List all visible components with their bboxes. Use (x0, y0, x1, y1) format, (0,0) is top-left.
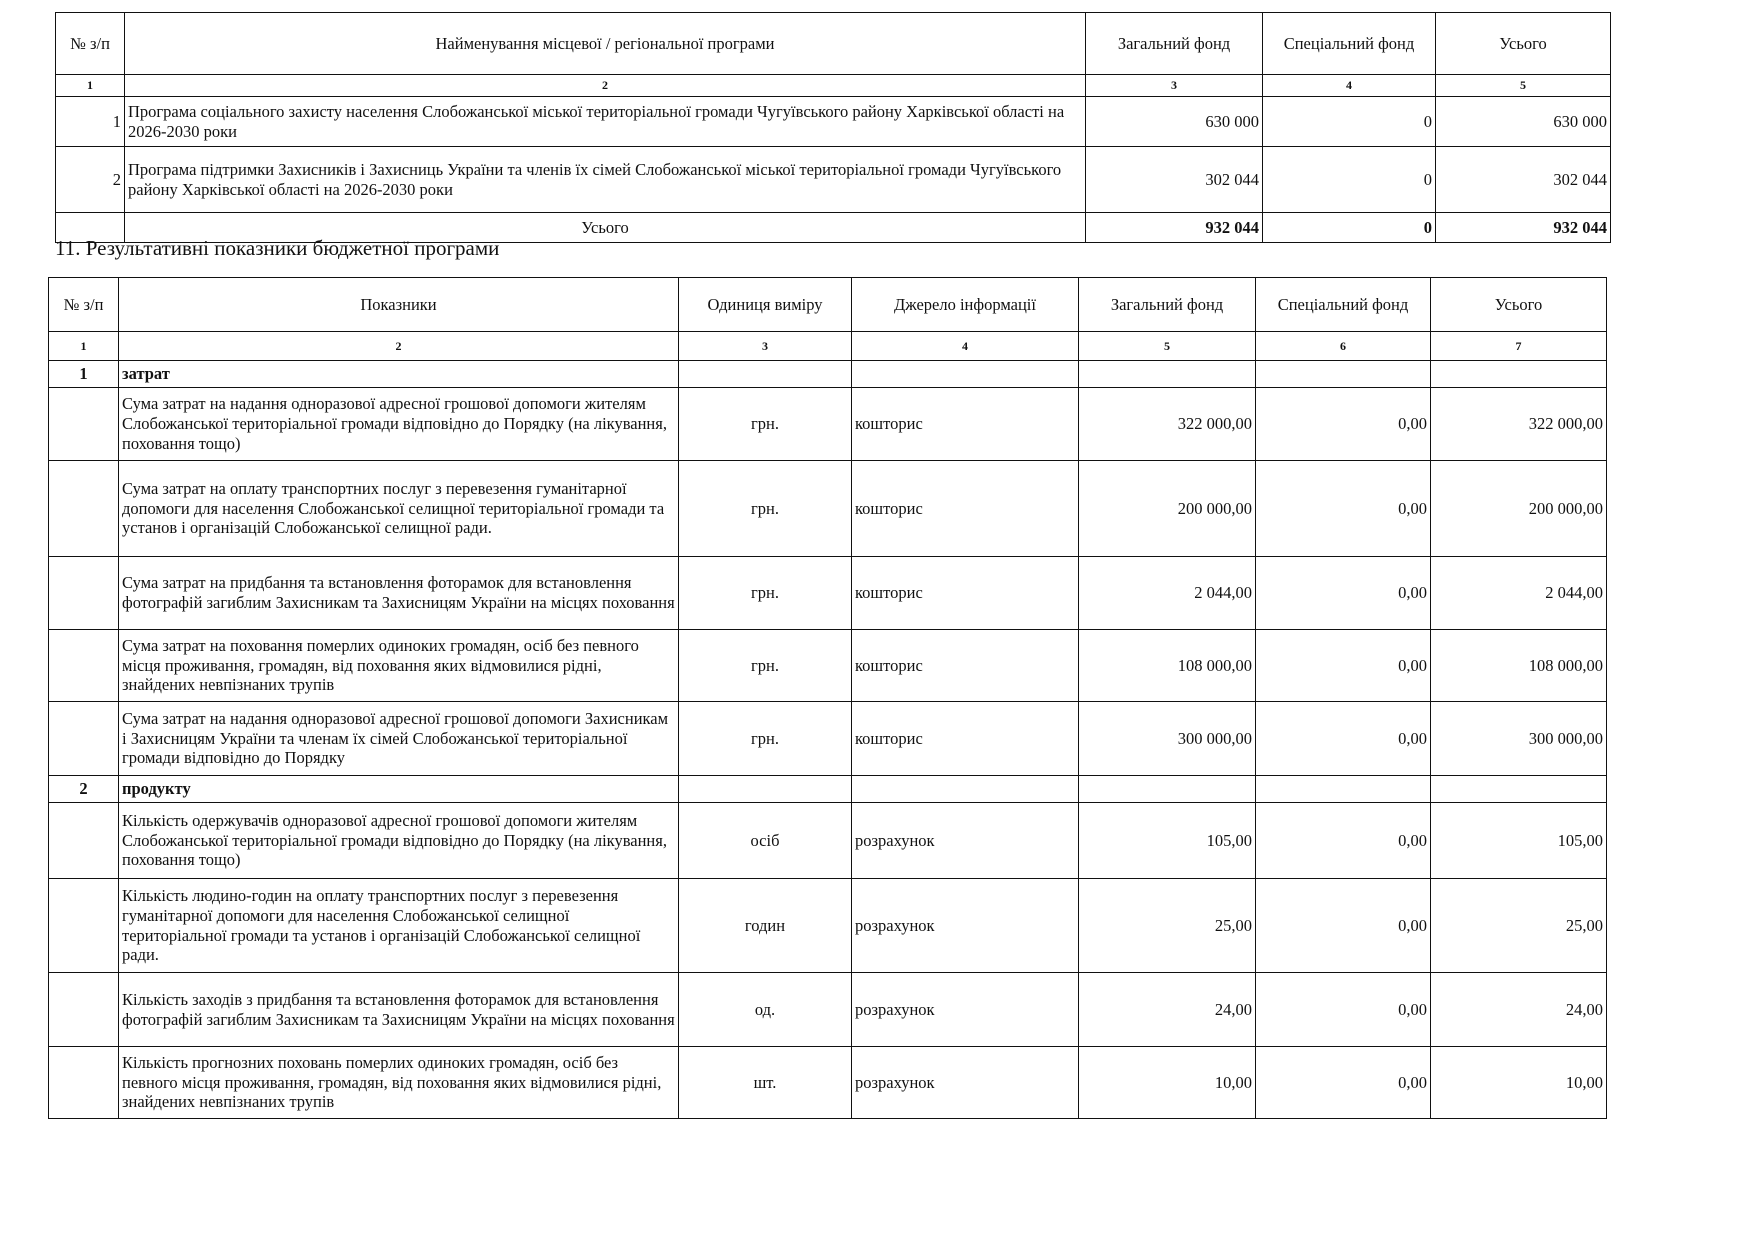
general-fund: 200 000,00 (1079, 461, 1256, 557)
special-fund: 0 (1263, 147, 1436, 213)
header-row (49, 278, 1607, 332)
table-row (49, 388, 1607, 461)
index-cell: 2 (125, 75, 1086, 97)
group-label: продукту (119, 776, 679, 803)
source: кошторис (852, 630, 1079, 702)
programs-table (55, 12, 1611, 243)
unit: грн. (679, 630, 852, 702)
indicator-name: Сума затрат на надання одноразової адресної грошової допомоги Захисникам і Захисницям України та членам їх сімей Слобожанської територіальної громади відповідно до Порядку (119, 702, 679, 776)
row-number: 1 (56, 97, 125, 147)
special-fund: 0,00 (1256, 702, 1431, 776)
special-fund: 0,00 (1256, 803, 1431, 879)
total: 105,00 (1431, 803, 1607, 879)
index-cell: 6 (1256, 332, 1431, 361)
empty-cell (1079, 776, 1256, 803)
indicator-name: Кількість людино-годин на оплату транспортних послуг з перевезення гуманітарної допомоги для населення Слобожанської селищної територіальної громади та установ і організацій Слобожанської селищної ради. (119, 879, 679, 973)
empty-cell (49, 388, 119, 461)
index-row (49, 332, 1607, 361)
indicator-name: Кількість прогнозних поховань померлих одиноких громадян, осіб без певного місця проживання, громадян, від поховання яких відмовилися рідні, знайдених невпізнаних трупів (119, 1047, 679, 1119)
unit: грн. (679, 461, 852, 557)
empty-cell (49, 803, 119, 879)
empty-cell (679, 361, 852, 388)
special-fund: 0 (1263, 97, 1436, 147)
empty-cell (49, 879, 119, 973)
general-fund: 25,00 (1079, 879, 1256, 973)
unit: грн. (679, 557, 852, 630)
empty-cell (1431, 776, 1607, 803)
empty-cell (852, 776, 1079, 803)
total: 108 000,00 (1431, 630, 1607, 702)
col-header: Усього (1431, 278, 1607, 332)
empty-cell (49, 461, 119, 557)
col-header: Показники (119, 278, 679, 332)
unit: од. (679, 973, 852, 1047)
col-header: Загальний фонд (1079, 278, 1256, 332)
table-row (49, 630, 1607, 702)
special-fund: 0,00 (1256, 630, 1431, 702)
col-header: Одиниця виміру (679, 278, 852, 332)
empty-cell (1256, 361, 1431, 388)
empty-cell (1079, 361, 1256, 388)
program-name: Програма соціального захисту населення Слобожанської міської територіальної громади Чугуївського району Харківської області на 2026-2030 роки (125, 97, 1086, 147)
group-number: 2 (49, 776, 119, 803)
general-fund: 302 044 (1086, 147, 1263, 213)
col-header: № з/п (56, 13, 125, 75)
source: кошторис (852, 461, 1079, 557)
col-header: Спеціальний фонд (1263, 13, 1436, 75)
indicator-name: Кількість заходів з придбання та встановлення фоторамок для встановлення фотографій загиблим Захисникам та Захисницям України на місцях поховання (119, 973, 679, 1047)
total: 2 044,00 (1431, 557, 1607, 630)
col-header: Найменування місцевої / регіональної програми (125, 13, 1086, 75)
total: 302 044 (1436, 147, 1611, 213)
index-cell: 4 (852, 332, 1079, 361)
empty-cell (852, 361, 1079, 388)
table-row (49, 1047, 1607, 1119)
total: 322 000,00 (1431, 388, 1607, 461)
special-fund: 0,00 (1256, 388, 1431, 461)
unit: грн. (679, 702, 852, 776)
unit: осіб (679, 803, 852, 879)
indicator-name: Сума затрат на придбання та встановлення фоторамок для встановлення фотографій загиблим Захисникам та Захисницям України на місцях поховання (119, 557, 679, 630)
indicator-name: Кількість одержувачів одноразової адресної грошової допомоги жителям Слобожанської територіальної громади відповідно до Порядку (на лікування, поховання тощо) (119, 803, 679, 879)
empty-cell (1431, 361, 1607, 388)
table-row (49, 461, 1607, 557)
col-header: Джерело інформації (852, 278, 1079, 332)
total-label: Усього (125, 213, 1086, 243)
empty-cell (49, 702, 119, 776)
group-row (49, 361, 1607, 388)
source: розрахунок (852, 803, 1079, 879)
total: 300 000,00 (1431, 702, 1607, 776)
index-cell: 7 (1431, 332, 1607, 361)
index-cell: 1 (56, 75, 125, 97)
special-fund: 0,00 (1256, 557, 1431, 630)
total: 10,00 (1431, 1047, 1607, 1119)
empty-cell (49, 630, 119, 702)
total: 24,00 (1431, 973, 1607, 1047)
empty-cell (49, 557, 119, 630)
table-row (49, 702, 1607, 776)
source: розрахунок (852, 973, 1079, 1047)
general-fund: 24,00 (1079, 973, 1256, 1047)
index-cell: 2 (119, 332, 679, 361)
general-fund: 630 000 (1086, 97, 1263, 147)
index-cell: 5 (1436, 75, 1611, 97)
index-cell: 3 (679, 332, 852, 361)
source: кошторис (852, 557, 1079, 630)
indicator-name: Сума затрат на поховання померлих одиноких громадян, осіб без певного місця проживання, громадян, від поховання яких відмовилися рідні, знайдених невпізнаних трупів (119, 630, 679, 702)
indicators-table (48, 277, 1607, 1119)
general-fund: 105,00 (1079, 803, 1256, 879)
indicator-name: Сума затрат на оплату транспортних послуг з перевезення гуманітарної допомоги для населення Слобожанської селищної територіальної громади та установ і організацій Слобожанської селищної ради. (119, 461, 679, 557)
source: кошторис (852, 388, 1079, 461)
program-name: Програма підтримки Захисників і Захисниць України та членів їх сімей Слобожанської міської територіальної громади Чугуївського району Харківської області на 2026-2030 роки (125, 147, 1086, 213)
empty-cell (1256, 776, 1431, 803)
col-header: Усього (1436, 13, 1611, 75)
table-row (49, 879, 1607, 973)
col-header: Загальний фонд (1086, 13, 1263, 75)
col-header: № з/п (49, 278, 119, 332)
index-row (56, 75, 1611, 97)
table-row (49, 803, 1607, 879)
index-cell: 4 (1263, 75, 1436, 97)
total-general: 932 044 (1086, 213, 1263, 243)
table-row (56, 97, 1611, 147)
empty-cell (49, 1047, 119, 1119)
total-total: 932 044 (1436, 213, 1611, 243)
special-fund: 0,00 (1256, 879, 1431, 973)
col-header: Спеціальний фонд (1256, 278, 1431, 332)
total: 25,00 (1431, 879, 1607, 973)
table-row (49, 557, 1607, 630)
group-row (49, 776, 1607, 803)
table-row (56, 147, 1611, 213)
source: розрахунок (852, 879, 1079, 973)
source: кошторис (852, 702, 1079, 776)
unit: грн. (679, 388, 852, 461)
empty-cell (49, 973, 119, 1047)
total: 630 000 (1436, 97, 1611, 147)
unit: шт. (679, 1047, 852, 1119)
indicator-name: Сума затрат на надання одноразової адресної грошової допомоги жителям Слобожанської територіальної громади відповідно до Порядку (на лікування, поховання тощо) (119, 388, 679, 461)
index-cell: 3 (1086, 75, 1263, 97)
general-fund: 108 000,00 (1079, 630, 1256, 702)
group-label: затрат (119, 361, 679, 388)
total: 200 000,00 (1431, 461, 1607, 557)
total-special: 0 (1263, 213, 1436, 243)
index-cell: 5 (1079, 332, 1256, 361)
table-row (49, 973, 1607, 1047)
general-fund: 10,00 (1079, 1047, 1256, 1119)
general-fund: 2 044,00 (1079, 557, 1256, 630)
empty-cell (679, 776, 852, 803)
section-heading: 11. Результативні показники бюджетної програми (55, 236, 500, 260)
unit: годин (679, 879, 852, 973)
special-fund: 0,00 (1256, 461, 1431, 557)
row-number: 2 (56, 147, 125, 213)
index-cell: 1 (49, 332, 119, 361)
header-row (56, 13, 1611, 75)
general-fund: 300 000,00 (1079, 702, 1256, 776)
special-fund: 0,00 (1256, 973, 1431, 1047)
source: розрахунок (852, 1047, 1079, 1119)
special-fund: 0,00 (1256, 1047, 1431, 1119)
group-number: 1 (49, 361, 119, 388)
general-fund: 322 000,00 (1079, 388, 1256, 461)
